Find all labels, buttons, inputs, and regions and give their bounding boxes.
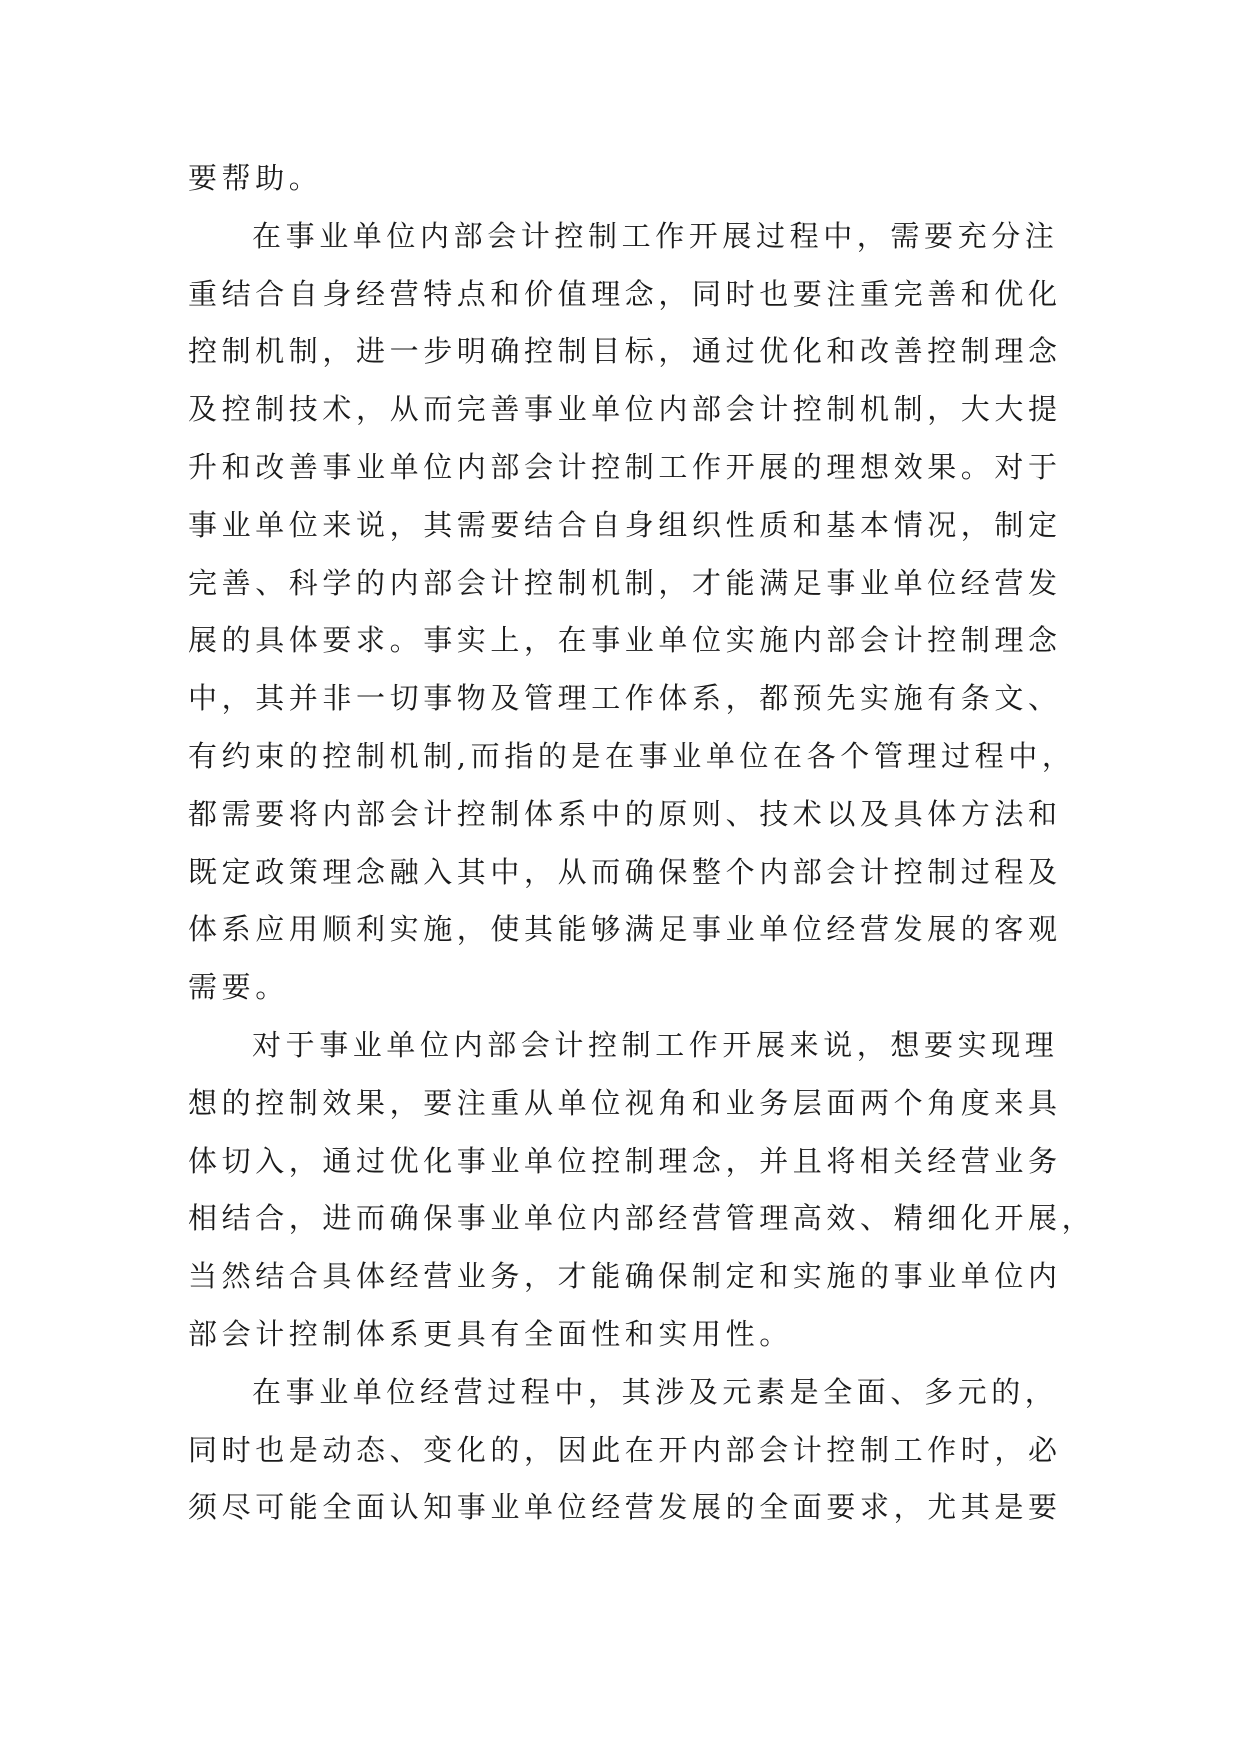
paragraph-1	[188, 150, 1068, 208]
text-line: 控制机制，进一步明确控制目标，通过优化和改善控制理念	[188, 334, 1062, 369]
text-line: 须尽可能全面认知事业单位经营发展的全面要求，尤其是要	[188, 1490, 1062, 1525]
paragraph-2	[188, 208, 1076, 1017]
document-page	[188, 150, 1096, 1537]
text-line: 中，其并非一切事物及管理工作体系，都预先实施有条文、	[188, 681, 1062, 716]
text-line: 体系应用顺利实施，使其能够满足事业单位经营发展的客观	[188, 912, 1062, 947]
text-line: 有约束的控制机制,而指的是在事业单位在各个管理过程中，	[188, 738, 1076, 773]
text-line: 事业单位来说，其需要结合自身组织性质和基本情况，制定	[188, 507, 1062, 542]
text-line: 完善、科学的内部会计控制机制，才能满足事业单位经营发	[188, 565, 1062, 600]
text-line: 同时也是动态、变化的，因此在开内部会计控制工作时，必	[188, 1432, 1062, 1467]
text-line: 升和改善事业单位内部会计控制工作开展的理想效果。对于	[188, 449, 1062, 484]
text-line: 相结合，进而确保事业单位内部经营管理高效、精细化开展，	[188, 1201, 1096, 1236]
text-line: 都需要将内部会计控制体系中的原则、技术以及具体方法和	[188, 796, 1062, 831]
text-line: 想的控制效果，要注重从单位视角和业务层面两个角度来具	[188, 1085, 1062, 1120]
text-line: 在事业单位内部会计控制工作开展过程中，需要充分注	[252, 218, 1059, 253]
text-line: 及控制技术，从而完善事业单位内部会计控制机制，大大提	[188, 392, 1062, 427]
text-line: 需要。	[188, 970, 289, 1005]
text-line: 展的具体要求。事实上，在事业单位实施内部会计控制理念	[188, 623, 1062, 658]
text-line: 在事业单位经营过程中，其涉及元素是全面、多元的，	[252, 1374, 1059, 1409]
text-line: 重结合自身经营特点和价值理念，同时也要注重完善和优化	[188, 276, 1062, 311]
paragraph-3	[188, 1017, 1096, 1364]
paragraph-4	[188, 1364, 1068, 1537]
text-line: 部会计控制体系更具有全面性和实用性。	[188, 1316, 793, 1351]
text-line: 当然结合具体经营业务，才能确保制定和实施的事业单位内	[188, 1259, 1062, 1294]
text-line: 要帮助。	[188, 161, 323, 195]
text-line: 对于事业单位内部会计控制工作开展来说，想要实现理	[252, 1027, 1059, 1062]
text-line: 既定政策理念融入其中，从而确保整个内部会计控制过程及	[188, 854, 1062, 889]
text-line: 体切入，通过优化事业单位控制理念，并且将相关经营业务	[188, 1143, 1062, 1178]
